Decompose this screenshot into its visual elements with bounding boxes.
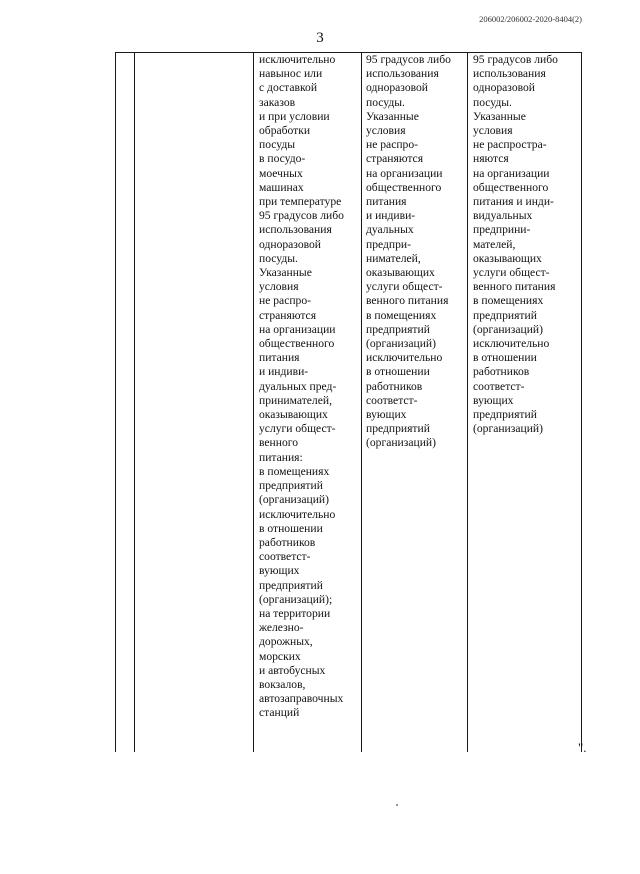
closing-quote-mark: ". [578,740,587,755]
scan-speck [396,804,398,806]
table-cell-col5: 95 градусов либо использования одноразовой посуды. Указанные условия не распростра- няются на организации общественного питания и инди- видуальных предприни- мателей, оказывающих услуги общест- венного питания в помещениях предприятий (организаций) исключительно в отношении работников соответст- вующих предприятий (организаций) [473,53,558,436]
table-cell-col3: исключительно навынос или с доставкой заказов и при условии обработки посуды в посудо- моечных машинах при температуре 95 градусов либо использования одноразовой посуды. Указанные условия не распро- страняются на организации общественного питания и индиви- дуальных пред- принимателей, оказывающих услуги общест- венного питания: в помещениях предприятий (организаций) исключительно в отношении работников соответст- вующих предприятий (организаций); на территории железно- дорожных, морских и автобусных вокзалов, автозаправочных станций [259,53,344,720]
page-number: 3 [316,30,324,46]
table-column-divider-3 [361,52,362,752]
table-border-left [115,52,116,752]
table-cell-col4: 95 градусов либо использования одноразовой посуды. Указанные условия не распро- страняются на организации общественного питания и индиви- дуальных предпри- нимателей, оказывающих услуги общест- венного питания в помещениях предприятий (организаций) исключительно в отношении работников соответст- вующих предприятий (организаций) [366,53,451,450]
table-border-right [581,52,582,752]
table-column-divider-4 [467,52,468,752]
table-column-divider-2 [253,52,254,752]
table-column-divider-1 [134,52,135,752]
document-id: 206002/206002-2020-8404(2) [479,14,582,24]
